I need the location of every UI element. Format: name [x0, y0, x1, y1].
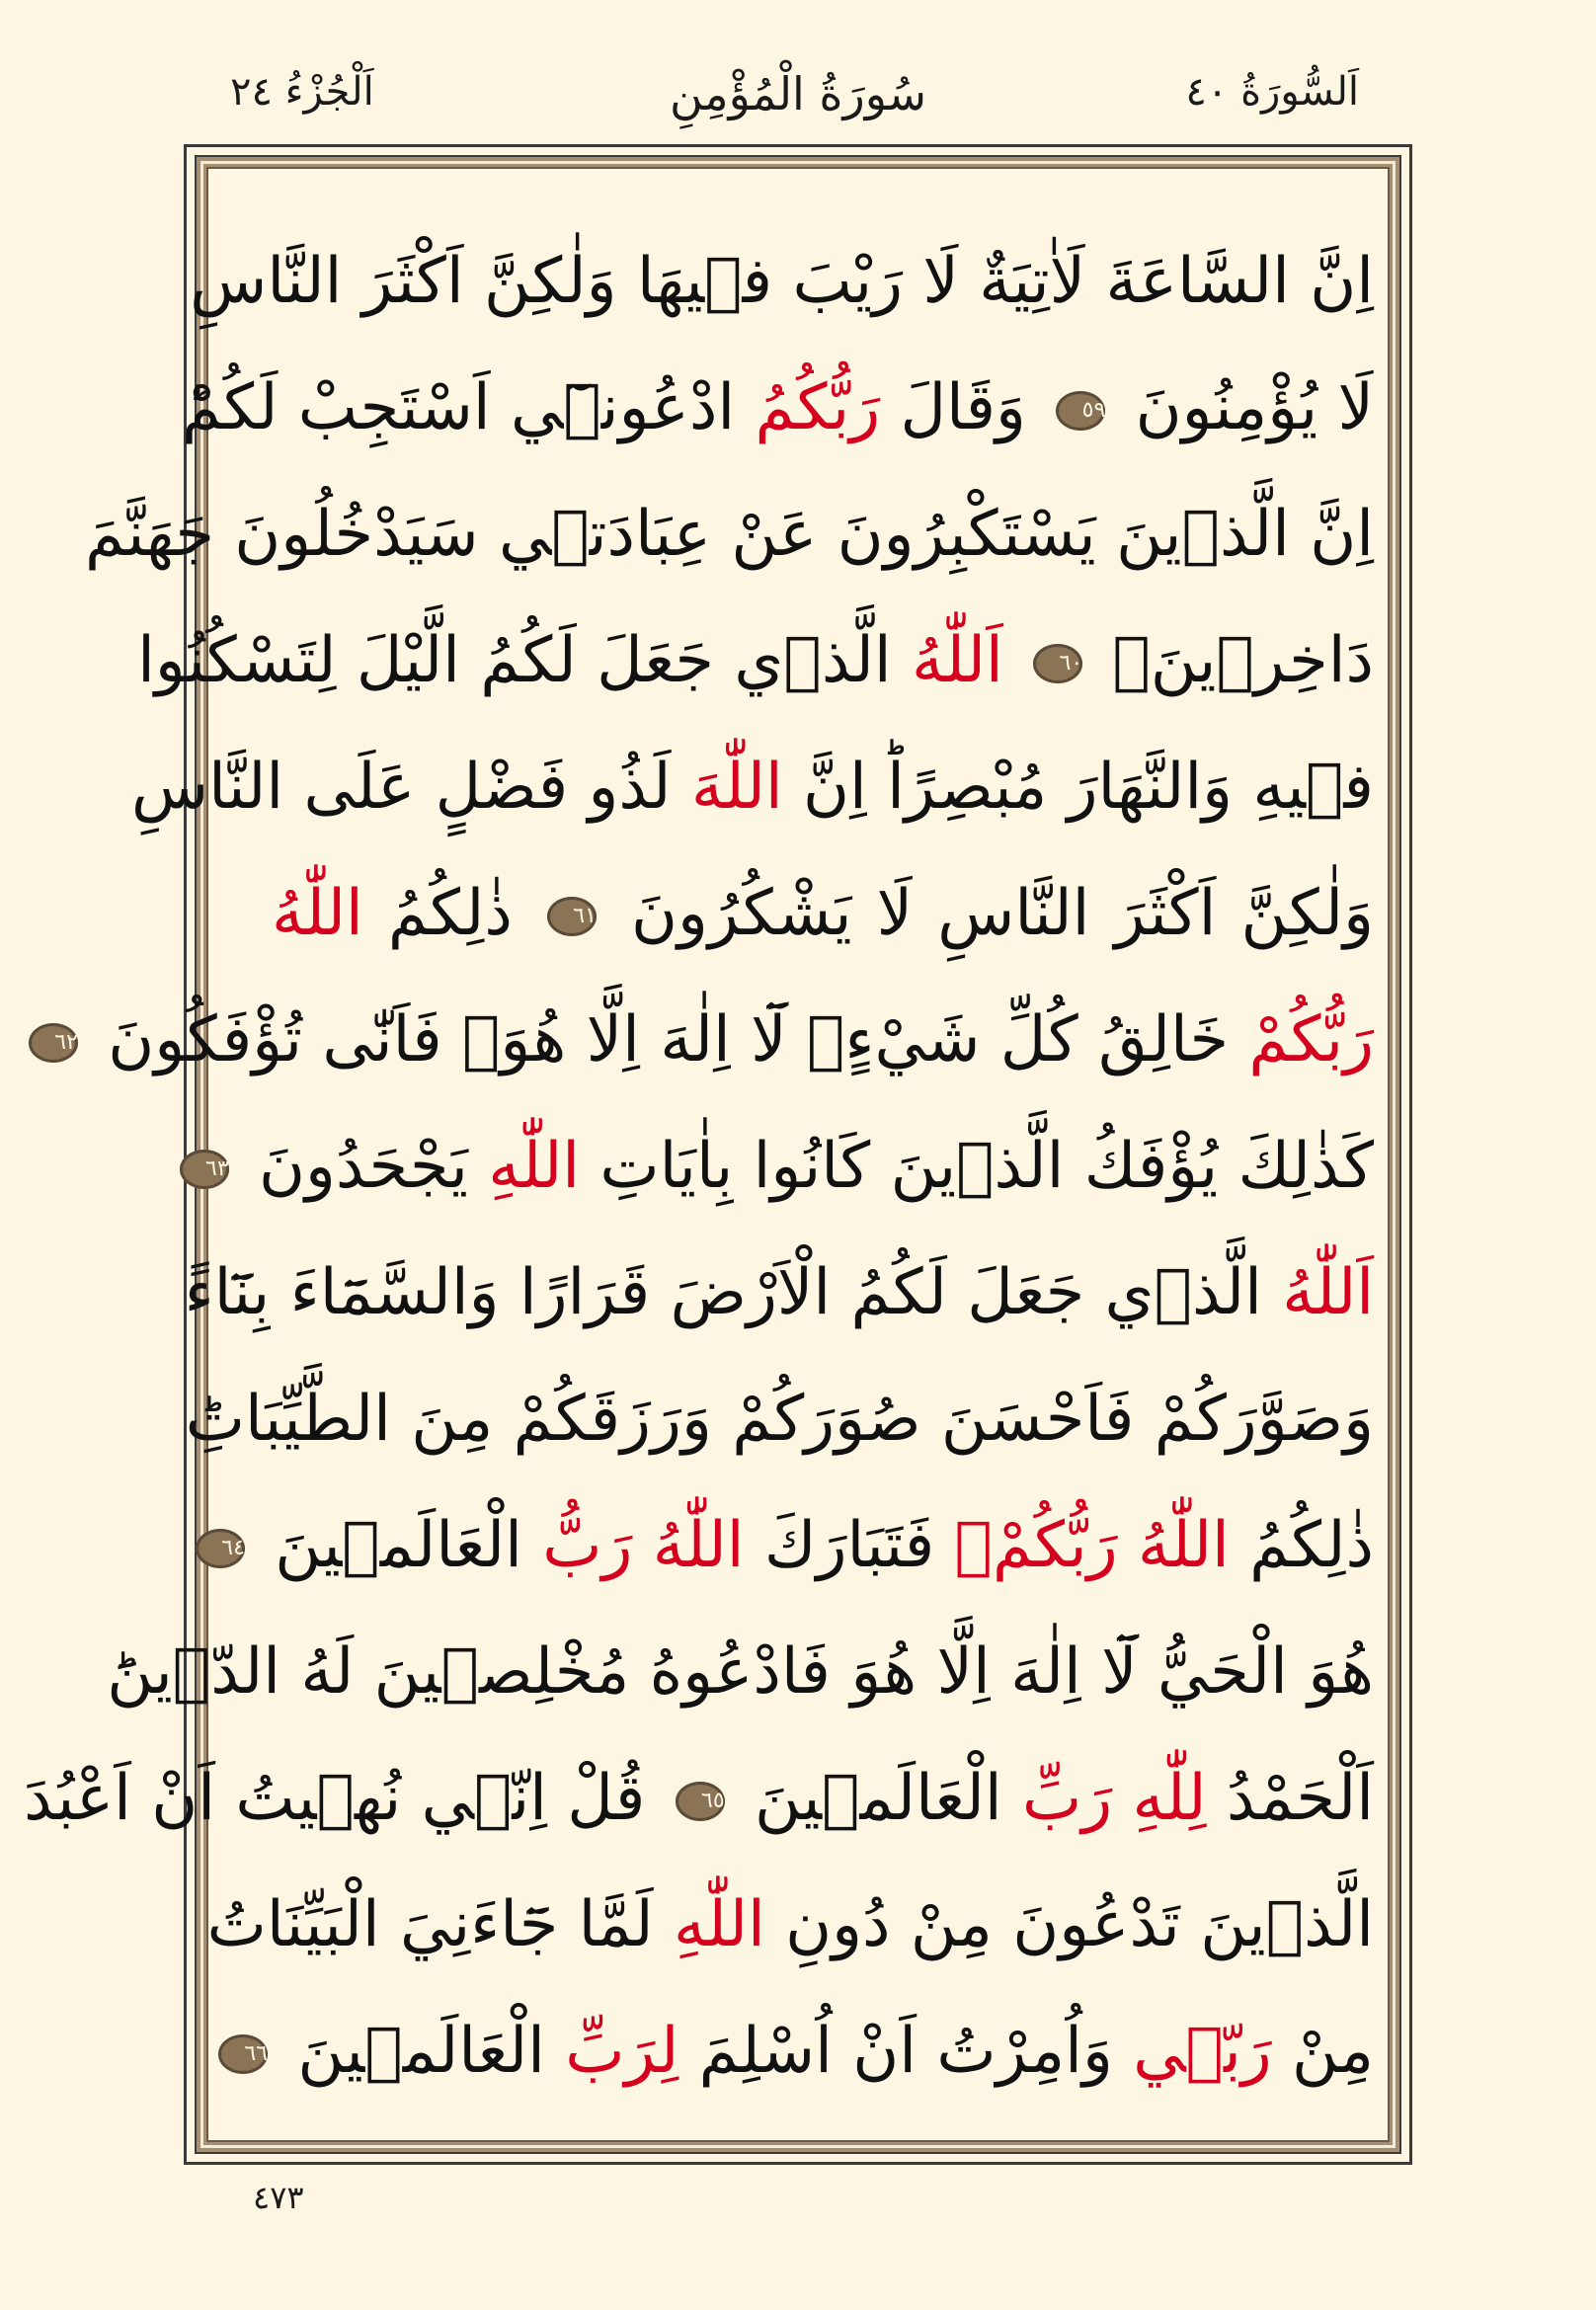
- page-frame: [24, 144, 1412, 2165]
- verse-text: الْعَالَمٖينَ: [297, 2015, 545, 2088]
- ayah-number-marker: ٦٣: [180, 1150, 229, 1189]
- verse-line: [205, 1103, 1374, 1230]
- page-header: [0, 0, 1596, 138]
- divine-name-text: اللّٰهُ رَبُّكُمْۚ: [954, 1509, 1230, 1582]
- verse-line: [206, 1862, 1374, 1988]
- verse-text: قُلْ اِنّٖي نُهٖيتُ اَنْ اَعْبُدَ: [24, 1762, 646, 1835]
- verse-line: [185, 1356, 1374, 1482]
- verse-text: خَالِقُ كُلِّ شَيْءٍۢ لَٓا اِلٰهَ اِلَّا هُوَۘ فَاَنّٰى تُؤْفَكُونَ: [108, 1003, 1229, 1076]
- verse-text: لَذُو فَضْلٍ عَلَى النَّاسِ: [130, 751, 672, 824]
- divine-name-text: لِرَبِّ: [565, 2015, 679, 2088]
- verse-line: [190, 218, 1374, 345]
- verse-text: الْعَالَمٖينَ: [275, 1509, 522, 1582]
- verse-line: [84, 471, 1374, 597]
- verse-text: هُوَ الْحَيُّ لَٓا اِلٰهَ اِلَّا هُوَ فَادْعُوهُ مُخْلِصٖينَ لَهُ الدّٖينَؕ: [107, 1635, 1374, 1709]
- verse-text: مِنْ: [1292, 2015, 1374, 2088]
- verse-line: [137, 597, 1374, 724]
- verse-text: فٖيهِ وَالنَّهَارَ مُبْصِرًاؕ اِنَّ: [802, 751, 1374, 824]
- ayah-number-marker: ٦٤: [196, 1529, 245, 1568]
- verse-line: [244, 1988, 1374, 2114]
- divine-name-text: رَبُّكُمُ: [755, 371, 881, 444]
- verse-text: لَا يُؤْمِنُونَ: [1135, 371, 1374, 444]
- ayah-number-marker: ٦١: [547, 897, 597, 936]
- verse-text: ذٰلِكُمُ: [1249, 1509, 1374, 1582]
- verse-text: وَاُمِرْتُ اَنْ اُسْلِمَ: [698, 2015, 1113, 2088]
- divine-name-text: اَللّٰهُ: [912, 624, 1003, 697]
- surah-title: سُورَةُ الْمُؤْمِنِ: [669, 67, 927, 120]
- verse-text: الَّذٖي جَعَلَ لَكُمُ الْاَرْضَ قَرَارًا وَالسَّمَٓاءَ بِنَٓاءً: [184, 1256, 1262, 1329]
- verse-line: [184, 1230, 1374, 1356]
- divine-name-text: رَبُّكُمْ: [1248, 1003, 1374, 1076]
- verse-text: ذٰلِكُمُ: [387, 877, 513, 950]
- divine-name-text: اللّٰهِ: [488, 1130, 581, 1203]
- verse-text: دَاخِرٖينَ۟: [1112, 624, 1374, 697]
- juz-label: اَلْجُزْءُ ٢٤: [230, 69, 374, 115]
- divine-name-text: اللّٰهُ: [272, 877, 363, 950]
- divine-name-text: لِلّٰهِ رَبِّ: [1021, 1762, 1207, 1835]
- text-panel: [24, 167, 1390, 2142]
- verse-text: ادْعُونٖٓي اَسْتَجِبْ لَكُمْؕ: [182, 371, 736, 444]
- verse-line: [221, 1482, 1374, 1609]
- verse-line: [24, 1735, 1374, 1862]
- verse-line: [130, 724, 1374, 850]
- verse-line: [107, 1609, 1374, 1735]
- verse-text: وَصَوَّرَكُمْ فَاَحْسَنَ صُوَرَكُمْ وَرَزَقَكُمْ مِنَ الطَّيِّبَاتِؕ: [185, 1383, 1374, 1456]
- ayah-number-marker: ٦٥: [676, 1782, 725, 1821]
- verse-line: [272, 850, 1374, 977]
- verse-text: اَلْحَمْدُ: [1226, 1762, 1374, 1835]
- divine-name-text: اَللّٰهُ: [1282, 1256, 1374, 1329]
- verse-text: وَقَالَ: [900, 371, 1026, 444]
- divine-name-text: اللّٰهَ: [690, 751, 783, 824]
- verse-text: فَتَبَارَكَ: [763, 1509, 935, 1582]
- verse-text: لَمَّا جَٓاءَنِيَ الْبَيِّنَاتُ: [206, 1888, 654, 1961]
- ayah-number-marker: ٥٩: [1056, 391, 1105, 431]
- verse-text: اِنَّ السَّاعَةَ لَاٰتِيَةٌ لَا رَيْبَ فٖيهَا وَلٰكِنَّ اَكْثَرَ النَّاسِ: [190, 245, 1374, 318]
- divine-name-text: اللّٰهِ: [673, 1888, 765, 1961]
- verse-text: الَّذٖي جَعَلَ لَكُمُ الَّيْلَ لِتَسْكُنُوا: [137, 624, 892, 697]
- page-number: ٤٧٣: [253, 2179, 304, 2216]
- verse-text: الْعَالَمٖينَ: [755, 1762, 1002, 1835]
- verse-text: كَذٰلِكَ يُؤْفَكُ الَّذٖينَ كَانُوا بِاٰيَاتِ: [599, 1130, 1374, 1203]
- verse-text: يَجْحَدُونَ: [259, 1130, 468, 1203]
- ayah-number-marker: ٦٦: [218, 2034, 268, 2074]
- verse-text-area: [24, 218, 1375, 2140]
- verse-text: اِنَّ الَّذٖينَ يَسْتَكْبِرُونَ عَنْ عِبَادَتٖي سَيَدْخُلُونَ جَهَنَّمَ: [84, 498, 1374, 571]
- verse-text: الَّذٖينَ تَدْعُونَ مِنْ دُونِ: [785, 1888, 1374, 1961]
- verse-text: وَلٰكِنَّ اَكْثَرَ النَّاسِ لَا يَشْكُرُونَ: [631, 877, 1375, 950]
- divine-name-text: اللّٰهُ رَبُّ: [542, 1509, 745, 1582]
- verse-line: [54, 977, 1374, 1103]
- divine-name-text: رَبّٖي: [1133, 2015, 1272, 2088]
- ayah-number-marker: ٦٢: [29, 1023, 78, 1063]
- ayah-number-marker: ٦٠: [1033, 644, 1082, 683]
- verse-line: [182, 345, 1374, 471]
- surah-number: اَلسُّورَةُ ٤٠: [1185, 69, 1359, 115]
